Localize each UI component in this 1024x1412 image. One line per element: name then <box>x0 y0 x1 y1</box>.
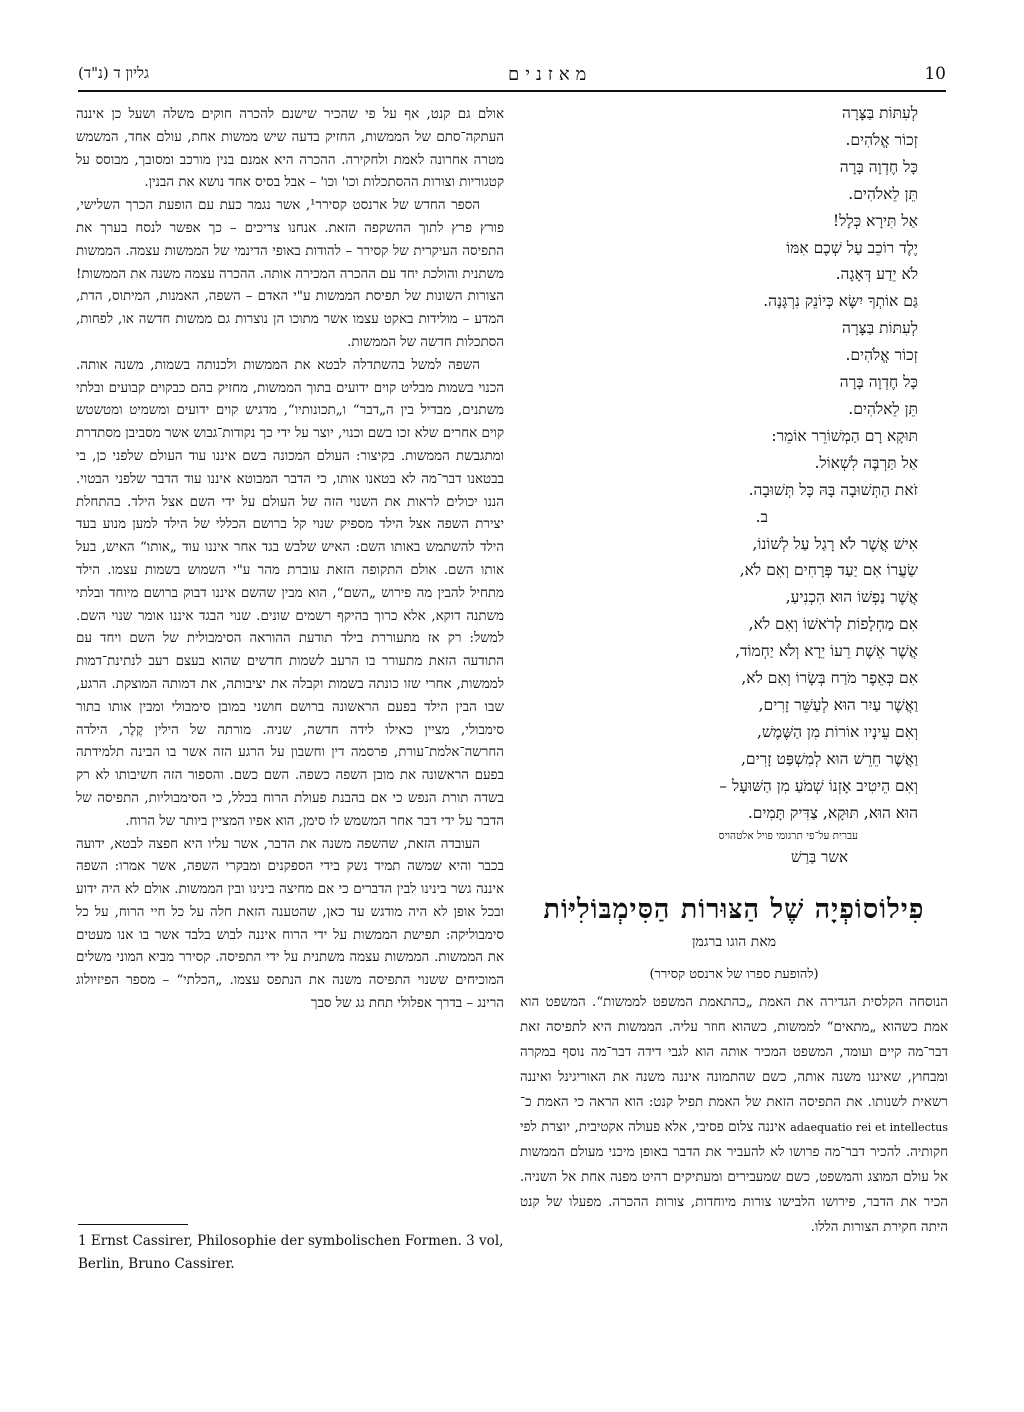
article-byline: מאת הוגו ברגמן <box>691 934 777 951</box>
poem-line: לְעִתּוֹת בַּצָּרָה <box>842 104 918 122</box>
poem-line: אֲשֶׁר נַפְשׁוֹ הוּא הִכְנִיעַ, <box>785 588 918 607</box>
poem-line: כָּל חֶדְוָה בָּרָה <box>839 157 918 176</box>
poem-line: גַּם אוֹתְךָ יִשָּׂא כְּיוֹנֵק נִרְגָּנָה. <box>763 292 918 311</box>
page-number: 10 <box>924 64 946 84</box>
poem-line: אֲשֶׁר אֵשֶׁת רֵעוֹ יֵרָא וְלֹא יַחְמוֹד, <box>735 642 918 661</box>
poem <box>520 100 948 826</box>
footnote-rule <box>78 1224 188 1225</box>
article-book-reference: (להופעת ספרו של ארנסט קסירר) <box>649 967 819 983</box>
paragraph: העובדה הזאת, שהשפה משנה את הדבר, אשר עליו היא חפצה לבטא, ידועה בכבר והיא שמשה תמיד נשק בידי הספקנים ומבקרי השפה, אשר אמרו: השפה איננה גשר בינינו לבין הדברים כי אם מחיצה בינינו ובין הממשות. אולם לא היה ידוע ובכל אופן לא היה מודגש עד כאן, שהטענה הזאת חלה על כל חיי הרוח, על כל סימבוליקה: תפישת הממשות על ידי הרוח איננה לבוש בלבד אשר בו אנו מעטים את הממשות. הממשות עצמה משתנית על ידי התפיסה. קסירר מביא המוני משלים המוכיחים ששנוי התפיסה משנה את הנתפס עצמו. „הכלתי“ – מספר הפיזיולוג הרינג – בדרך אפלולי תחת גג של סבך <box>76 836 504 1012</box>
poem-line: הוּא הוּא, תּוּקָא, צַדִּיק תָּמִים. <box>747 803 918 822</box>
poem-line: יֶלֶד רוֹכֵב עַל שְׁכֶם אִמּוֹ <box>786 238 918 257</box>
translation-credit: עברית על־פי תרגומי פויל אלטהויס <box>718 830 858 843</box>
issue-label: גליון ד (נ"ד) <box>78 64 150 82</box>
poem-line: אַל תַּרְבֶּה לִשְׁאוֹל. <box>814 453 918 472</box>
poem-line: תּוּקָא רָם הַמְשׁוֹרֵר אוֹמֵר: <box>771 426 918 445</box>
poem-line: כָּל חֶדְוָה בָּרָה <box>839 373 918 392</box>
header-rule <box>78 90 946 92</box>
poem-line: תֵּן לֵאלֹהִים. <box>848 184 918 203</box>
poem-line: וְאִם עֵינָיו אוֹרוֹת מִן הַשֶּׁמֶשׁ, <box>757 722 918 741</box>
footnote: 1 Ernst Cassirer, Philosophie der symbolischen Formen. 3 vol, Berlin, Bruno Cassirer. <box>78 1233 504 1272</box>
poem-line: אִישׁ אֲשֶׁר לֹא רָגַל עַל לְשׁוֹנוֹ, <box>752 534 918 553</box>
poem-line: זְכוֹר אֱלֹהִים. <box>845 346 918 365</box>
paragraph: אולם גם קנט, אף על פי שהכיר שישנם להכרה חוקים משלה ושעל כן איננה העתקה־סתם של הממשות, החזיק בדעה שיש ממשות אחת, עולם אחד, המשמש מטרה אחרונה לאמת ולחקירה. ההכרה היא אמנם בנין מורכב ומסובך, מבוסס על קטגוריות וצורות ההסתכלות וכו' וכו' – אבל בסיס אחד נושא את הבנין. <box>76 107 504 191</box>
poem-author: אשר בַּרַשׁ <box>791 848 848 867</box>
article-body-right <box>520 990 948 1240</box>
poem-line: תֵּן לֵאלֹהִים. <box>848 399 918 418</box>
left-column <box>76 104 504 1016</box>
poem-line: לֹא יֵדַע דְּאָגָה. <box>835 265 918 284</box>
body-text: איננה צלום פסיבי, אלא פעולה אקטיבית, יוצרת לפי חקותיה. להכיר דבר־מה פרושו לא להעביר את הדבר באופן מיכני מעולם הממשות אל עולם המוצג והמשפט, כשם שמעבירים ומעתיקים רהיט מפנה אחת אל השניה. הכיר את הדבר, פירושו הלבישו צורות מיוחדות, צורות ההכרה. מפעלו של קנט היתה חקירת הצורות הללו. <box>520 1120 948 1236</box>
paragraph: הספר החדש של ארנסט קסירר¹, אשר נגמר כעת עם הופעת הכרך השלישי, פורץ פרץ לתוך ההשקפה הזאת. אנחנו צריכים – כך אפשר לנסח בערך את התפיסה העיקרית של קסירר – להודות באופי הדינמי של הממשות עצמה. הממשות משתנית והולכת יחד עם ההכרה המכירה אותה. ההכרה עצמה משנה את הממשות! הצורות השונות של תפיסת הממשות ע"י האדם – השפה, האמנות, המיתוס, הדת, המדע – מולידות באקט עצמו אשר מתוכו הן נוצרות גם ממשות חדשה או, לפחות, הסתכלות חדשה של הממשות. <box>76 198 504 350</box>
latin-phrase: adaequatio rei et intellectus <box>790 1121 948 1135</box>
poem-line: לְעִתּוֹת בַּצָּרָה <box>842 319 918 338</box>
journal-title: מאזנים <box>508 64 593 85</box>
poem-line: אִם מַחְלָפוֹת לְרֹאשׁוֹ וְאִם לֹא, <box>748 615 918 634</box>
poem-line: שַׂעֲרוֹ אִם יַעַד פְּרָחִים וְאִם לֹא, <box>739 561 918 580</box>
poem-section-mark: ב. <box>755 507 768 526</box>
paragraph: השפה למשל בהשתדלה לבטא את הממשות ולכנותה בשמות, משנה אותה. הכנוי בשמות מבליט קוים ידועים בתוך הממשות, מחזיק בהם כבקוים קבועים ובלתי משתנים, מבדיל בין ה„דבר“ ו„תכונותיו“, מדגיש קוים ידועים ומשמיט ומטשטש קוים אחרים שלא זכו בשם וכנוי, יוצר על ידי כך נקודות־גבוש אשר מסביבן מסתדרת ומתגבשת הממשות. בקיצור: העולם המכונה בשם איננו עוד העולם שלפני כן, בי בבטאנו דבר־מה לא בטאנו אותו, כי הדבר המבוטא איננו עוד הדבר שלפני הבטוי. הננו יכולים לראות את השנוי הזה של העולם על ידי השם אצל הילד. בהתחלת יצירת השפה אצל הילד מספיק שנוי קל ברושם הכללי של הילד למען מנוע בעד הילד להשתמש באותו השם: האיש שלבש בגד אחר איננו עוד „אותו“ האיש, בעל אותו השם. אולם התקופה הזאת עוברת מהר ע"י השמוש בשמות עצמו. הילד מתחיל להבין מה פירוש „השם“, הוא מבין שהשם איננו דבוק ברושם מיוחד ובלתי משתנה דוקא, אלא כרוך בהיקף רשמים שונים. שנוי הבגד איננו אומר שנוי השם. למשל: רק אז מתעוררת בילד תודעת ההוראה הסימבולית של השם ויחד עם התודעה הזאת מתעורר בו הרעב לשמות חדשים שהוא בעצם רעב לנתינת־דמות לממשות, אחרי שזו כונתה בשמות וקבלה את יציבותה, את דמותה המוצקת. הרגע, שבו הבין הילד בפעם הראשונה ברושם חושני במובן סימבולי ומבין אותו בתור סימבולי, מציין כאילו לידה חדשה, שניה. מורתה של הילין קֶלֶר, הילדה החרשה־אלמת־עורת, פרסמה דין וחשבון על הרגע הזה אשר בו הבינה תלמידתה בפעם הראשונה את מובן השפה כשפה. השם כשם. והספור הזה חשיבותו לא רק בשדה תורת הנפש כי אם בהבנת פעולת הרוח בכלל, כי הסימבוליות, התפיסה של הדבר על ידי דבר אחר המשמש לו סימן, הוא אפיו המציין ביותר של הרוח. <box>76 357 504 829</box>
poem-line: זֹאת הַתְּשׁוּבָה בָּהּ כָּל תְּשׁוּבָה. <box>748 480 918 499</box>
poem-line: אִם כְּאֵפֶר מֹרַח בְּשָׂרוֹ וְאִם לֹא, <box>741 669 918 688</box>
poem-line: וְאִם הֵיטִיב אָזְנוֹ שְׁמֹעַ מִן הַשּׁוּעָל – <box>719 776 918 795</box>
poem-line: וַאֲשֶׁר חֵרֵשׁ הוּא לְמִשְׁפַּט זָרִים, <box>740 749 918 768</box>
right-column <box>520 100 948 1240</box>
article-body-left <box>76 104 504 1016</box>
article-title: פִילוֹסוֹפְיָה שֶׁל הַצּוּרוֹת הַסִּימְבּוֹלִיּוֹת <box>543 894 925 926</box>
poem-line: זְכוֹר אֱלֹהִים. <box>845 130 918 149</box>
poem-line: וַאֲשֶׁר עַיִר הוּא לְעַשֵּׁר זָרִים, <box>758 695 918 714</box>
body-text: הנוסחה הקלסית הגדירה את האמת „כהתאמת המשפט לממשות“. המשפט הוא אמת כשהוא „מתאים“ לממשות, כשהוא חוזר עליה. הממשות היא לתפיסה זאת דבר־מה קיים ועומד, המשפט המכיר אותה הוא לגבי דידה דבר־מה נוסף במקרה ומבחוץ, שאיננו משנה אותה, כשם שהתמונה איננה משנה את האוריגינל ואיננה רשאית לשנותו. את התפיסה הזאת של האמת תפיל קנט: הוא הראה כי האמת כ־ <box>520 995 948 1111</box>
page-header <box>78 64 946 88</box>
poem-line: אַל תִּירָא כְּלָל! <box>832 211 918 230</box>
